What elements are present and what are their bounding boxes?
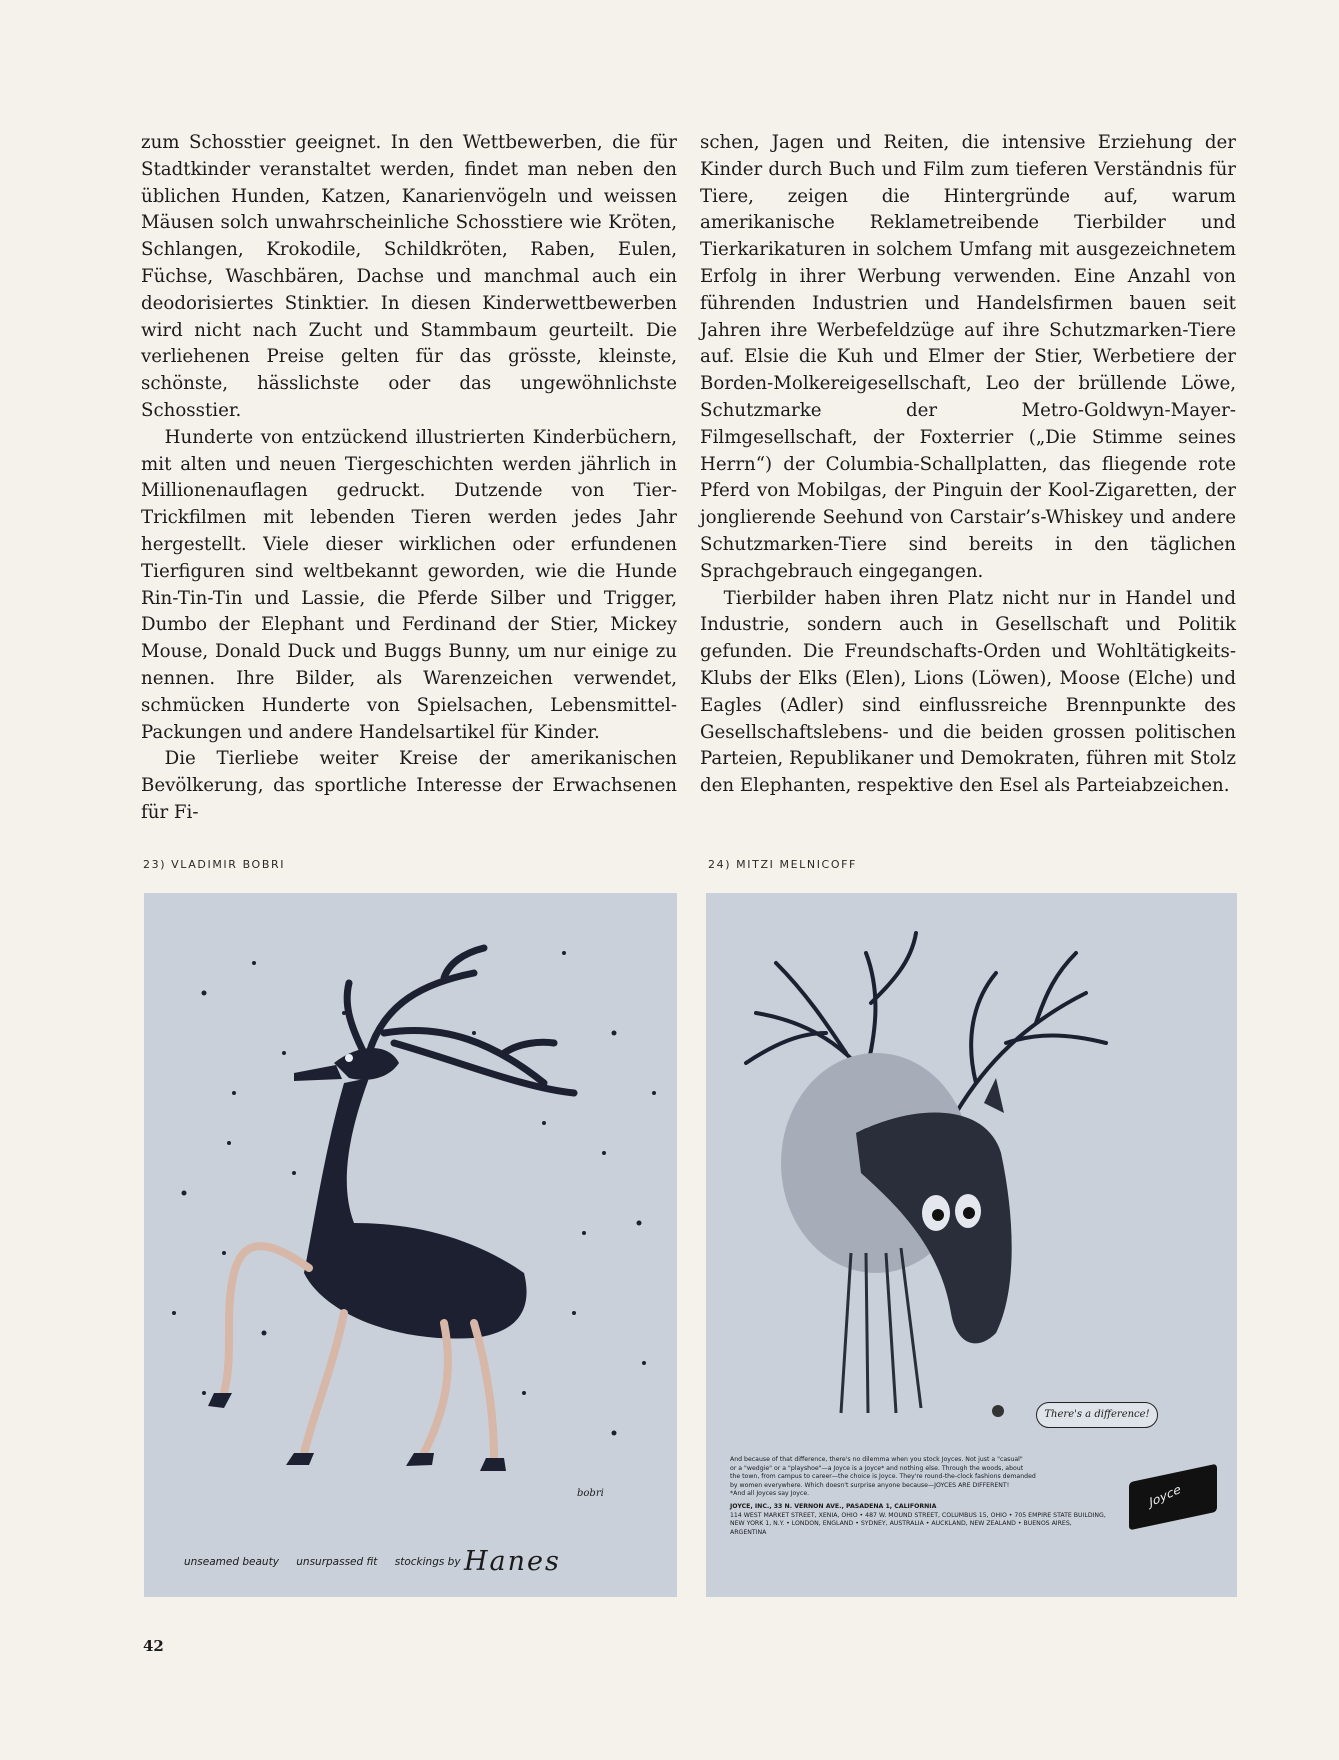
hanes-deer-illustration — [144, 893, 677, 1597]
joyce-moose-illustration — [706, 893, 1237, 1597]
page-number: 42 — [143, 1637, 164, 1655]
hanes-logo: Hanes — [464, 1546, 561, 1577]
text-column-left — [141, 130, 677, 827]
paragraph: schen, Jagen und Reiten, die intensive Erziehung der Kinder durch Buch und Film zum tieferen Verständnis für Tiere, zeigen die Hintergründe auf, warum amerikanische Reklametreibende Tierbilder und Tierkarikaturen in solchem Umfang mit ausgezeichnetem Erfolg in ihrer Werbung verwenden. Eine Anzahl von führenden Industrien und Handelsfirmen bauen seit Jahren ihre Werbefeldzüge auf ihre Schutzmarken-Tiere auf. Elsie die Kuh und Elmer der Stier, Werbetiere der Borden-Molkereigesellschaft, Leo der brüllende Löwe, Schutzmarke der Metro-Goldwyn-Mayer-Filmgesellschaft, der Foxterrier („Die Stimme seines Herrn“) der Columbia-Schallplatten, das fliegende rote Pferd von Mobilgas, der Pinguin der Kool-Zigaretten, der jonglierende Seehund von Carstair’s-Whiskey und andere Schutzmarken-Tiere sind bereits in den täglichen Sprachgebrauch eingegangen. — [700, 132, 1236, 582]
ad-copy-line: JOYCE, INC., 33 N. VERNON AVE., PASADENA 1, CALIFORNIA — [730, 1502, 937, 1510]
artist-signature: bobri — [577, 1488, 604, 1499]
ad-copy-line: 114 WEST MARKET STREET, XENIA, OHIO • 487 W. MOUND STREET, COLUMBUS 15, OHIO • 705 EMPIRE STATE BUILDING, — [730, 1511, 1106, 1519]
tagline-part: unseamed beauty — [184, 1556, 279, 1568]
paragraph: Die Tierliebe weiter Kreise der amerikanischen Bevölkerung, das sportliche Interesse der Erwachsenen für Fi- — [141, 748, 677, 823]
hanes-tagline — [184, 1556, 475, 1568]
ad-copy-line: the town, from campus to career—the choice is Joyce. They're round-the-clock fashions demanded — [730, 1473, 1036, 1481]
figure-caption-23: 23) VLADIMIR BOBRI — [143, 858, 286, 871]
figure-caption-24: 24) MITZI MELNICOFF — [708, 858, 857, 871]
ad-copy-line: by women everywhere. Which doesn't surprise anyone because—JOYCES ARE DIFFERENT! — [730, 1481, 1010, 1489]
ad-copy-line: And because of that difference, there's no dilemma when you stock Joyces. Not just a "casual" — [730, 1456, 1023, 1463]
paragraph: Tierbilder haben ihren Platz nicht nur in Handel und Industrie, sondern auch in Gesellschaft und Politik gefunden. Die Freundschafts-Orden und Wohltätigkeits-Klubs der Elks (Elen), Lions (Löwen), Moose (Elche) und Eagles (Adler) sind einflussreiche Brennpunkte des Gesellschaftslebens- und die beiden grossen politischen Parteien, Republikaner und Demokraten, führen mit Stolz den Elephanten, respektive den Esel als Parteiabzeichen. — [700, 587, 1236, 797]
box-label: Joyce — [1147, 1482, 1183, 1510]
joyce-ad-copy — [730, 1456, 1110, 1537]
speech-bubble: There's a difference! — [1036, 1402, 1158, 1428]
paragraph: Hunderte von entzückend illustrierten Kinderbüchern, mit alten und neuen Tiergeschichten werden jährlich in Millionenauflagen gedruckt. Dutzende von Tier-Trickfilmen mit lebenden Tieren werden jedes Jahr hergestellt. Viele dieser wirklichen oder erfundenen Tierfiguren sind weltbekannt geworden, wie die Hunde Rin-Tin-Tin und Lassie, die Pferde Silber und Trigger, Dumbo der Elephant und Ferdinand der Stier, Mickey Mouse, Donald Duck und Buggs Bunny, um nur einige zu nennen. Ihre Bilder, als Warenzeichen verwendet, schmücken Hunderte von Spielsachen, Lebensmittel-Packungen und andere Handelsartikel für Kinder. — [141, 426, 677, 743]
ad-copy-line: NEW YORK 1, N.Y. • LONDON, ENGLAND • SYDNEY, AUSTRALIA • AUCKLAND, NEW ZEALAND • BUENOS AIRES, ARGENTINA — [730, 1520, 1072, 1536]
paragraph: zum Schosstier geeignet. In den Wettbewerben, die für Stadtkinder veranstaltet werden, findet man neben den üblichen Hunden, Katzen, Kanarienvögeln und weissen Mäusen solch unwahrscheinliche Schosstiere wie Kröten, Schlangen, Krokodile, Schildkröten, Raben, Eulen, Füchse, Waschbären, Dachse und manchmal auch ein deodorisiertes Stinktier. In diesen Kinderwettbewerben wird nicht nach Zucht und Stammbaum geurteilt. Die verliehenen Preise gelten für das grösste, kleinste, schönste, hässlichste oder das ungewöhnlichste Schosstier. — [141, 132, 677, 421]
tagline-part: stockings by — [394, 1556, 461, 1568]
tagline-part: unsurpassed fit — [296, 1556, 378, 1568]
ad-copy-line: or a "wedgie" or a "playshoe"—a Joyce is a Joyce* and nothing else. Through the woods, about — [730, 1464, 1024, 1472]
ad-copy-line: *And all Joyces say Joyce. — [730, 1490, 810, 1498]
text-column-right — [700, 130, 1236, 800]
